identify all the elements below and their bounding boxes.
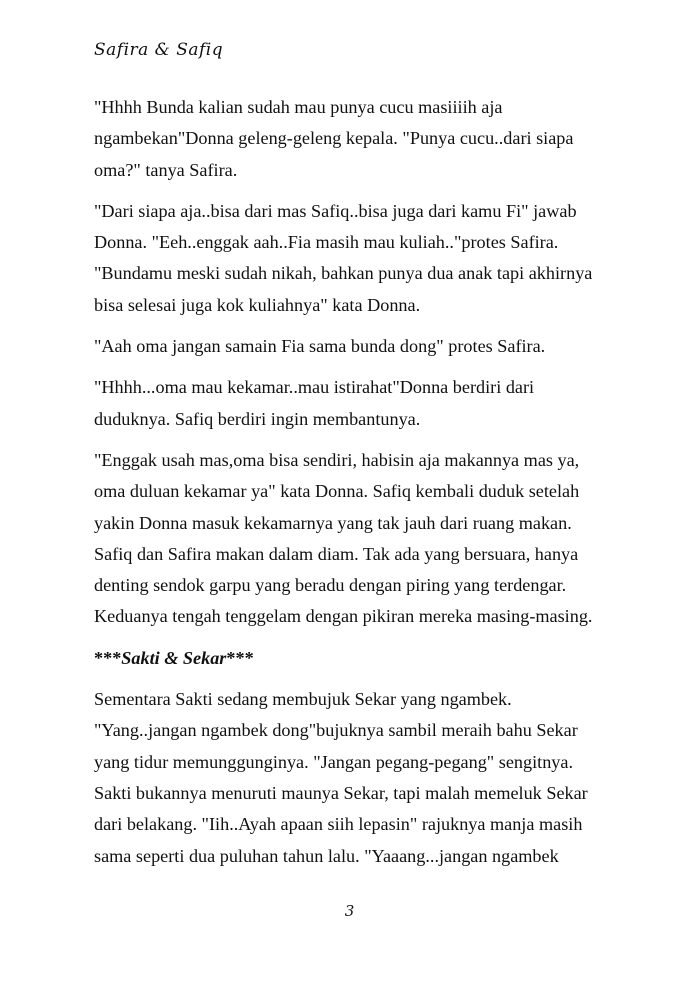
section-title-prefix: *** <box>94 647 122 668</box>
paragraph <box>94 331 614 362</box>
text-line: oma?" tanya Safira. <box>94 159 238 180</box>
paragraph <box>94 445 614 633</box>
paragraph <box>94 684 614 872</box>
text-line: oma duluan kekamar ya" kata Donna. Safiq kembali duduk setelah <box>94 481 580 502</box>
text-line: "Bundamu meski sudah nikah, bahkan punya dua anak tapi akhirnya <box>94 263 593 284</box>
text-line: "Enggak usah mas,oma bisa sendiri, habisin aja makannya mas ya, <box>94 449 580 470</box>
page-number: 3 <box>344 902 355 920</box>
paragraph <box>94 372 614 435</box>
text-line: sama seperti dua puluhan tahun lalu. "Yaaang...jangan ngambek <box>94 845 559 866</box>
text-line: "Hhhh Bunda kalian sudah mau punya cucu masiiiih aja <box>94 97 503 117</box>
section-title-suffix: *** <box>226 647 254 668</box>
running-header: Safira & Safiq <box>94 40 224 60</box>
text-line: yang tidur memunggunginya. "Jangan pegang-pegang" sengitnya. <box>94 751 574 772</box>
section-title <box>94 643 614 674</box>
text-line: Keduanya tengah tenggelam dengan pikiran mereka masing-masing. <box>94 606 593 627</box>
text-line: Safiq dan Safira makan dalam diam. Tak ada yang bersuara, hanya <box>94 543 579 564</box>
text-line: bisa selesai juga kok kuliahnya" kata Donna. <box>94 294 421 315</box>
section-title-text: Sakti & Sekar <box>121 647 227 668</box>
body-text <box>94 92 614 882</box>
text-line: duduknya. Safiq berdiri ingin membantunya. <box>94 408 421 429</box>
text-line: "Dari siapa aja..bisa dari mas Safiq..bisa juga dari kamu Fi" jawab <box>94 200 577 221</box>
text-line: ngambekan"Donna geleng-geleng kepala. "Punya cucu..dari siapa <box>94 128 574 149</box>
text-line: "Hhhh...oma mau kekamar..mau istirahat"Donna berdiri dari <box>94 377 535 398</box>
text-line: Donna. "Eeh..enggak aah..Fia masih mau kuliah.."protes Safira. <box>94 232 559 253</box>
paragraph <box>94 196 614 321</box>
text-line: denting sendok garpu yang beradu dengan piring yang terdengar. <box>94 575 567 596</box>
text-line: yakin Donna masuk kekamarnya yang tak jauh dari ruang makan. <box>94 512 572 533</box>
paragraph <box>94 92 614 186</box>
text-line: "Aah oma jangan samain Fia sama bunda dong" protes Safira. <box>94 336 546 357</box>
text-line: "Yang..jangan ngambek dong"bujuknya sambil meraih bahu Sekar <box>94 720 578 741</box>
text-line: Sementara Sakti sedang membujuk Sekar yang ngambek. <box>94 689 512 710</box>
text-line: Sakti bukannya menuruti maunya Sekar, tapi malah memeluk Sekar <box>94 782 588 803</box>
text-line: dari belakang. "Iih..Ayah apaan siih lepasin" rajuknya manja masih <box>94 814 583 835</box>
